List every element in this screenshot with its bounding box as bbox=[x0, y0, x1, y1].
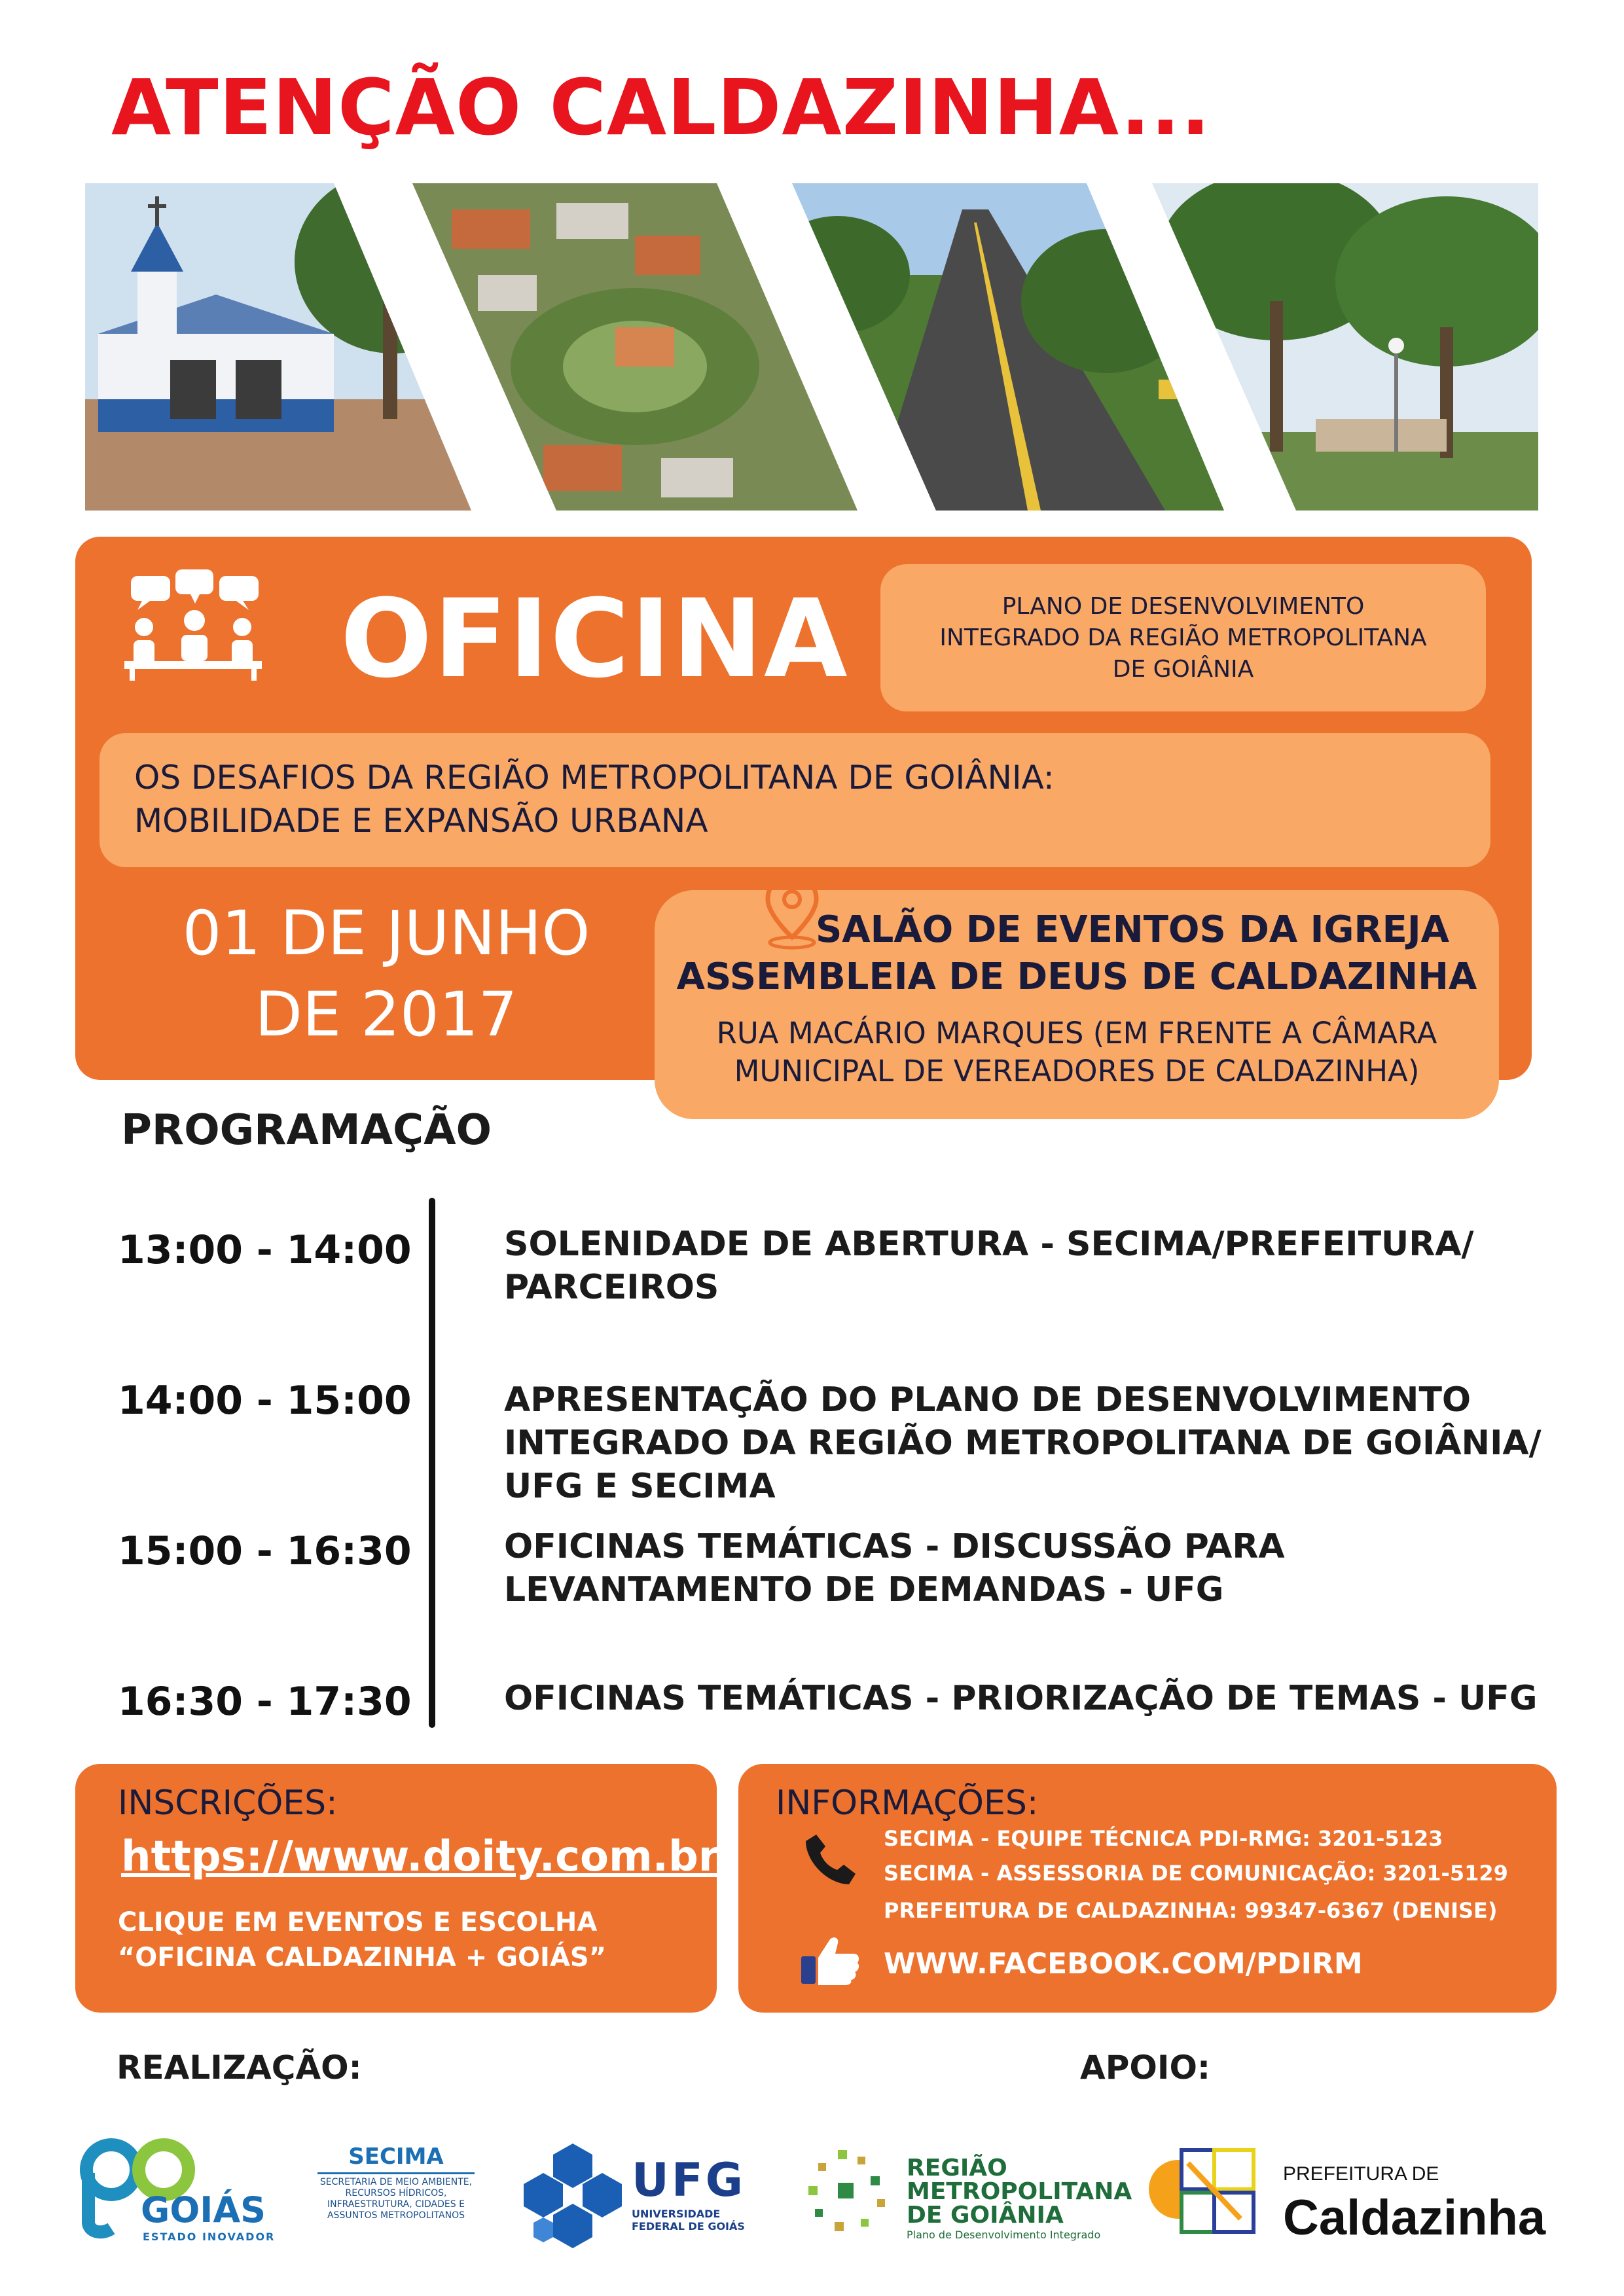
venue-name bbox=[668, 906, 1486, 1001]
caldazinha-logo-mark bbox=[1142, 2137, 1273, 2251]
ufg-logo-subtitle: UNIVERSIDADE FEDERAL DE GOIÁS bbox=[632, 2208, 745, 2233]
event-type: OFICINA bbox=[340, 576, 849, 702]
photo-church bbox=[85, 183, 491, 511]
secima-logo-title: SECIMA bbox=[317, 2144, 475, 2174]
organizers-label: REALIZAÇÃO: bbox=[117, 2049, 362, 2087]
schedule-description: OFICINAS TEMÁTICAS - PRIORIZAÇÃO DE TEMAS - UFG bbox=[504, 1679, 1538, 1718]
event-theme: OS DESAFIOS DA REGIÃO METROPOLITANA DE GOIÂNIA: MOBILIDADE E EXPANSÃO URBANA bbox=[134, 759, 1055, 840]
event-date: 01 DE JUNHO DE 2017 bbox=[182, 898, 590, 1050]
venue-name-line2: ASSEMBLEIA DE DEUS DE CALDAZINHA bbox=[676, 956, 1477, 998]
rmg-logo-subtitle: Plano de Desenvolvimento Integrado bbox=[907, 2229, 1101, 2241]
venue-name-line1: SALÃO DE EVENTOS DA IGREJA bbox=[815, 908, 1450, 951]
contact-line: PREFEITURA DE CALDAZINHA: 99347-6367 (DENISE) bbox=[884, 1898, 1498, 1923]
schedule-time: 15:00 - 16:30 bbox=[118, 1528, 412, 1574]
schedule-description: SOLENIDADE DE ABERTURA - SECIMA/PREFEITURA/ PARCEIROS bbox=[504, 1225, 1474, 1307]
registration-heading: INSCRIÇÕES: bbox=[118, 1784, 338, 1823]
facebook-link[interactable]: WWW.FACEBOOK.COM/PDIRM bbox=[884, 1947, 1363, 1981]
schedule-heading: PROGRAMAÇÃO bbox=[121, 1106, 492, 1155]
supporters-label: APOIO: bbox=[1080, 2049, 1210, 2087]
caldazinha-logo-name: Caldazinha bbox=[1283, 2190, 1546, 2246]
caldazinha-logo-prefix: PREFEITURA DE bbox=[1283, 2163, 1439, 2185]
rmg-logo-mark bbox=[799, 2144, 897, 2242]
schedule-description: APRESENTAÇÃO DO PLANO DE DESENVOLVIMENTO INTEGRADO DA REGIÃO METROPOLITANA DE GOIÂNIA/ UFG E SECIMA bbox=[504, 1380, 1542, 1506]
phone-icon bbox=[802, 1829, 861, 1888]
timeline-divider bbox=[429, 1198, 435, 1728]
plan-title: PLANO DE DESENVOLVIMENTO INTEGRADO DA REGIÃO METROPOLITANA DE GOIÂNIA bbox=[939, 592, 1427, 683]
contact-line: SECIMA - ASSESSORIA DE COMUNICAÇÃO: 3201-5129 bbox=[884, 1861, 1508, 1886]
schedule-description: OFICINAS TEMÁTICAS - DISCUSSÃO PARA LEVANTAMENTO DE DEMANDAS - UFG bbox=[504, 1527, 1285, 1609]
registration-link[interactable]: https://www.doity.com.br bbox=[121, 1833, 719, 1881]
schedule-time: 16:30 - 17:30 bbox=[118, 1679, 412, 1725]
registration-instructions: CLIQUE EM EVENTOS E ESCOLHA “OFICINA CALDAZINHA + GOIÁS” bbox=[118, 1907, 606, 1973]
ufg-logo-text: UFG bbox=[632, 2153, 746, 2207]
schedule-time: 13:00 - 14:00 bbox=[118, 1227, 412, 1273]
plan-badge bbox=[880, 564, 1486, 711]
contact-line: SECIMA - EQUIPE TÉCNICA PDI-RMG: 3201-5123 bbox=[884, 1826, 1443, 1851]
thumbs-up-icon bbox=[799, 1934, 861, 1986]
goias-logo-tagline: ESTADO INOVADOR bbox=[143, 2231, 276, 2243]
secima-logo-description: SECRETARIA DE MEIO AMBIENTE, RECURSOS HÍDRICOS, INFRAESTRUTURA, CIDADES E ASSUNTOS METROPOLITANOS bbox=[319, 2177, 473, 2221]
ufg-logo-mark bbox=[517, 2140, 628, 2251]
page-title: ATENÇÃO CALDAZINHA... bbox=[111, 62, 1211, 152]
photo-strip bbox=[85, 183, 1538, 511]
secima-logo bbox=[317, 2144, 475, 2242]
venue-address: RUA MACÁRIO MARQUES (EM FRENTE A CÂMARA MUNICIPAL DE VEREADORES DE CALDAZINHA) bbox=[716, 1016, 1437, 1088]
photo-aerial-town bbox=[399, 183, 871, 511]
rmg-logo-text: REGIÃO METROPOLITANA DE GOIÂNIA bbox=[907, 2155, 1132, 2229]
schedule-time: 14:00 - 15:00 bbox=[118, 1378, 412, 1424]
contact-heading: INFORMAÇÕES: bbox=[776, 1784, 1039, 1823]
goias-logo-text: GOIÁS bbox=[141, 2189, 266, 2231]
photo-road bbox=[766, 183, 1237, 511]
meeting-icon bbox=[118, 569, 268, 681]
